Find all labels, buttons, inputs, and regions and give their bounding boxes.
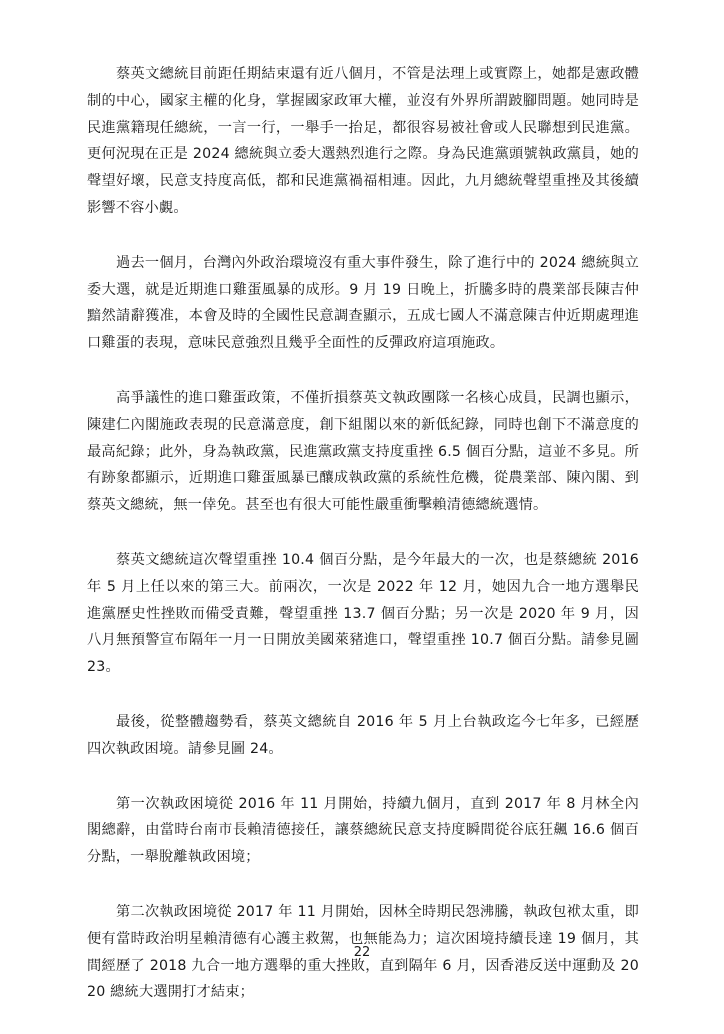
paragraph-6: 第一次執政困境從 2016 年 11 月開始，持續九個月，直到 2017 年 8 月林全內閣總辭，由當時台南市長賴清德接任，讓蔡總統民意支持度瞬間從谷底狂飆 16.6 個百分點，一舉脫離執政困境； — [87, 795, 639, 866]
document-body — [87, 61, 639, 1034]
paragraph-2: 過去一個月，台灣內外政治環境沒有重大事件發生，除了進行中的 2024 總統與立委大選，就是近期進口雞蛋風暴的成形。9 月 19 日晚上，折騰多時的農業部長陳吉仲黯然請辭獲准，本會及時的全國性民意調查顯示，五成七國人不滿意陳吉仲近期處理進口雞蛋的表現，意味民意強烈且幾乎全面性的反彈政府這項施政。 — [87, 254, 639, 352]
paragraph-3: 高爭議性的進口雞蛋政策，不僅折損蔡英文執政團隊一名核心成員，民調也顯示，陳建仁內閣施政表現的民意滿意度，創下組閣以來的新低紀錄，同時也創下不滿意度的最高紀錄；此外，身為執政黨，民進黨政黨支持度重挫 6.5 個百分點，這並不多見。所有跡象都顯示，近期進口雞蛋風暴已釀成執政黨的系統性危機，從農業部、陳內閣、到蔡英文總統，無一倖免。甚至也有很大可能性嚴重衝擊賴清德總統選情。 — [87, 389, 639, 514]
paragraph-7: 第二次執政困境從 2017 年 11 月開始，因林全時期民怨沸騰，執政包袱太重，即便有當時政治明星賴清德有心護主救駕，也無能為力；這次困境持續長達 19 個月，其間經歷了 2018 九合一地方選舉的重大挫敗，直到隔年 6 月，因香港反送中運動及 2020 總統大選開打才結束； — [87, 903, 639, 1001]
paragraph-4: 蔡英文總統這次聲望重挫 10.4 個百分點，是今年最大的一次，也是蔡總統 2016 年 5 月上任以來的第三大。前兩次，一次是 2022 年 12 月，她因九合一地方選舉民進黨歷史性挫敗而備受責難，聲望重挫 13.7 個百分點；另一次是 2020 年 9 月，因八月無預警宣布隔年一月一日開放美國萊豬進口，聲望重挫 10.7 個百分點。請參見圖 23。 — [87, 551, 639, 676]
paragraph-1: 蔡英文總統目前距任期結束還有近八個月，不管是法理上或實際上，她都是憲政體制的中心，國家主權的化身，掌握國家政軍大權，並沒有外界所謂跛腳問題。她同時是民進黨籍現任總統，一言一行，一舉手一抬足，都很容易被社會或人民聯想到民進黨。更何況現在正是 2024 總統與立委大選熱烈進行之際。身為民進黨頭號執政黨員，她的聲望好壞，民意支持度高低，都和民進黨禍福相連。因此，九月總統聲望重挫及其後續影響不容小覷。 — [87, 66, 639, 216]
paragraph-5: 最後，從整體趨勢看，蔡英文總統自 2016 年 5 月上台執政迄今七年多，已經歷四次執政困境。請參見圖 24。 — [87, 713, 639, 757]
page-number: 22 — [353, 945, 371, 960]
